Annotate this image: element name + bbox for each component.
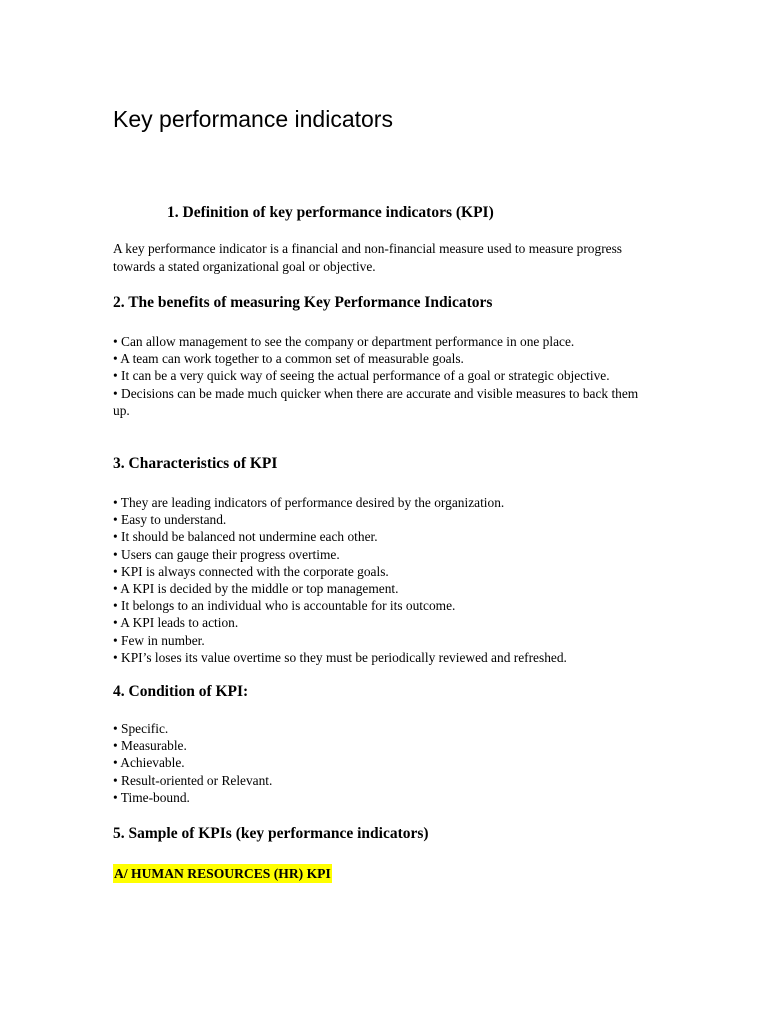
list-item: • KPI’s loses its value overtime so they must be periodically reviewed and refreshed. [113,649,567,665]
list-item: • Decisions can be made much quicker when there are accurate and visible measures to back them up. [113,385,639,418]
list-item: • Achievable. [113,755,185,771]
list-item: • A KPI leads to action. [113,615,239,631]
document-title: Key performance indicators [113,106,393,132]
hr-kpi-subheading: A/ HUMAN RESOURCES (HR) KPI [114,866,331,881]
list-item: • They are leading indicators of performance desired by the organization. [113,495,505,510]
section-4-list [113,720,653,806]
section-1-paragraph: A key performance indicator is a financial and non-financial measure used to measure progress towards a stated organizational goal or objective. [113,241,623,274]
section-3-list [113,494,653,666]
section-2-list [113,333,653,419]
list-item: • It belongs to an individual who is accountable for its outcome. [113,598,456,614]
list-item: • Measurable. [113,738,187,754]
list-item: • A team can work together to a common set of measurable goals. [113,351,464,367]
list-item: • Easy to understand. [113,512,227,528]
section-2-heading: 2. The benefits of measuring Key Performance Indicators [113,294,493,311]
section-5-heading: 5. Sample of KPIs (key performance indicators) [113,825,429,842]
list-item: • It can be a very quick way of seeing the actual performance of a goal or strategic objective. [113,368,610,384]
list-item: • Few in number. [113,632,205,648]
list-item: • Can allow management to see the company or department performance in one place. [113,334,575,349]
list-item: • KPI is always connected with the corporate goals. [113,563,389,579]
section-3-heading: 3. Characteristics of KPI [113,455,278,472]
list-item: • A KPI is decided by the middle or top management. [113,581,399,597]
list-item: • Specific. [113,721,169,736]
section-1-heading: 1. Definition of key performance indicators (KPI) [167,204,494,221]
list-item: • Time-bound. [113,789,190,805]
section-4-heading: 4. Condition of KPI: [113,683,249,700]
list-item: • Result-oriented or Relevant. [113,772,273,788]
list-item: • Users can gauge their progress overtime. [113,546,340,562]
list-item: • It should be balanced not undermine each other. [113,529,378,545]
